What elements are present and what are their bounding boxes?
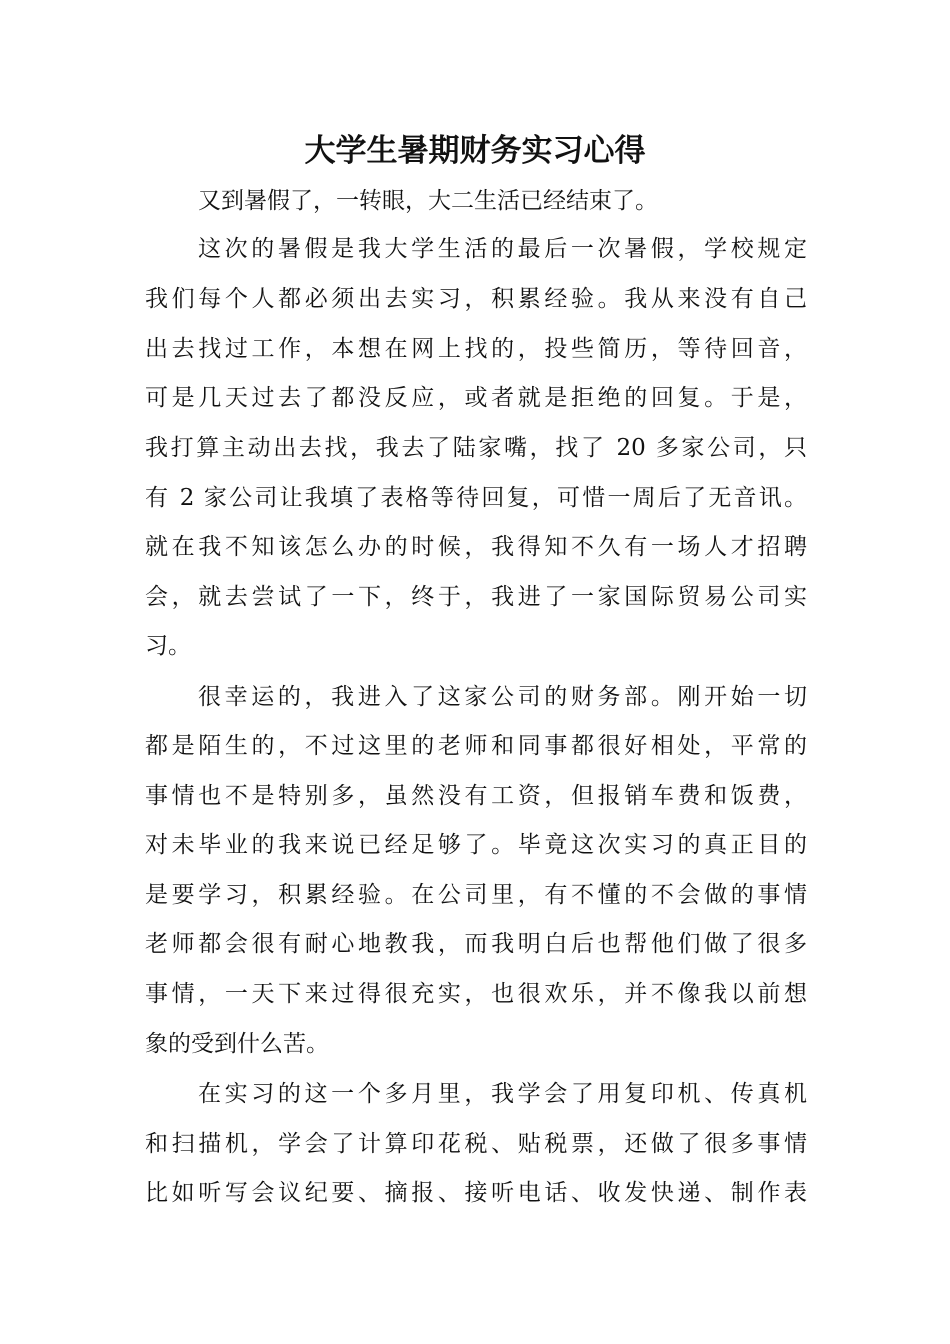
paragraph-line: 事情也不是特别多，虽然没有工资，但报销车费和饭费，: [145, 783, 807, 809]
paragraph-line: 就在我不知该怎么办的时候，我得知不久有一场人才招聘: [145, 534, 807, 560]
document-title: 大学生暑期财务实习心得: [304, 133, 646, 169]
paragraph-line: 出去找过工作，本想在网上找的，投些简历，等待回音，: [145, 336, 807, 362]
paragraph-line: 我打算主动出去找，我去了陆家嘴，找了 20 多家公司，只: [145, 435, 807, 461]
paragraph-line: 习。: [145, 633, 191, 659]
paragraph-line: 对未毕业的我来说已经足够了。毕竟这次实习的真正目的: [145, 832, 807, 858]
paragraph-line: 我们每个人都必须出去实习，积累经验。我从来没有自己: [145, 286, 807, 312]
paragraph-line: 又到暑假了，一转眼，大二生活已经结束了。: [198, 188, 658, 214]
paragraph-line: 这次的暑假是我大学生活的最后一次暑假，学校规定: [198, 236, 807, 262]
paragraph-line: 很幸运的，我进入了这家公司的财务部。刚开始一切: [198, 684, 807, 710]
paragraph-line: 象的受到什么苦。: [145, 1031, 329, 1057]
paragraph-line: 是要学习，积累经验。在公司里，有不懂的不会做的事情: [145, 882, 807, 908]
paragraph-line: 可是几天过去了都没反应，或者就是拒绝的回复。于是，: [145, 385, 807, 411]
paragraph-line: 比如听写会议纪要、摘报、接听电话、收发快递、制作表: [145, 1180, 807, 1206]
paragraph-line: 有 2 家公司让我填了表格等待回复，可惜一周后了无音讯。: [145, 485, 807, 511]
paragraph-line: 会，就去尝试了一下，终于，我进了一家国际贸易公司实: [145, 584, 807, 610]
paragraph-line: 都是陌生的，不过这里的老师和同事都很好相处，平常的: [145, 733, 807, 759]
paragraph-line: 事情，一天下来过得很充实，也很欢乐，并不像我以前想: [145, 981, 807, 1007]
paragraph-line: 和扫描机，学会了计算印花税、贴税票，还做了很多事情: [145, 1131, 807, 1157]
paragraph-line: 老师都会很有耐心地教我，而我明白后也帮他们做了很多: [145, 931, 807, 957]
paragraph-line: 在实习的这一个多月里，我学会了用复印机、传真机: [198, 1081, 807, 1107]
